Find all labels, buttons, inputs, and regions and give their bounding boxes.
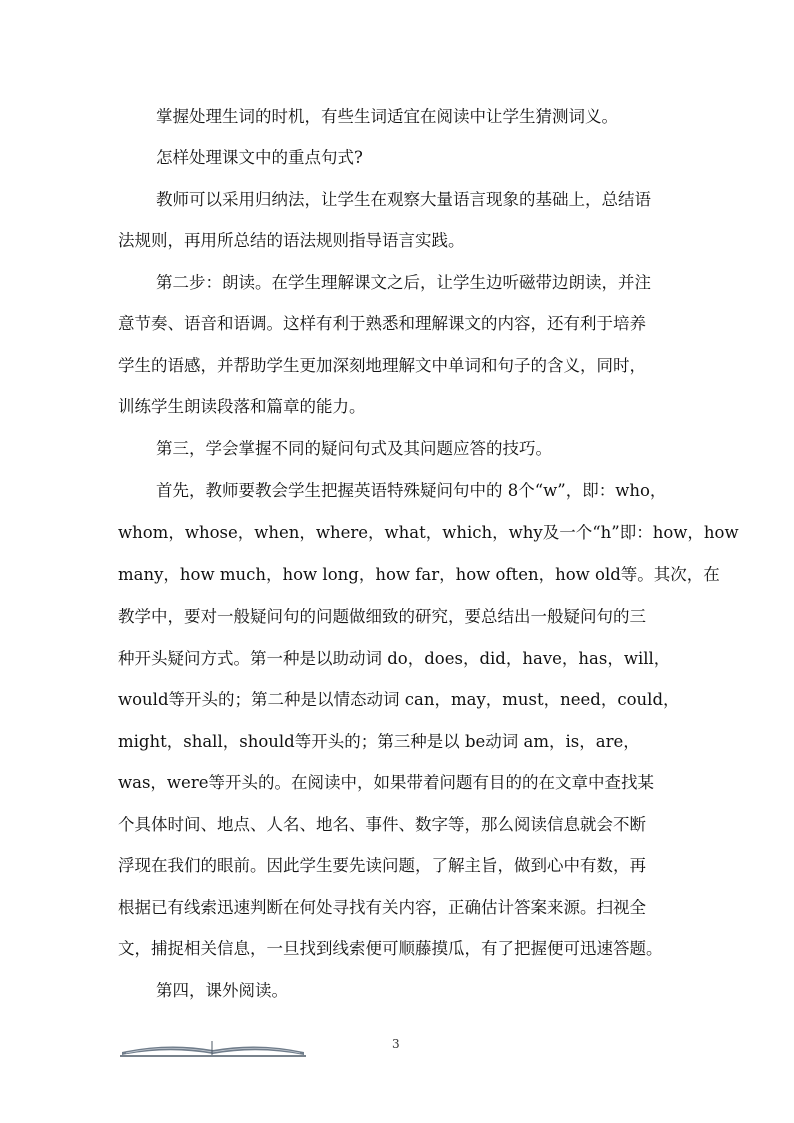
open-book-ornament bbox=[118, 1036, 308, 1058]
text-line: 第四，课外阅读。 bbox=[156, 981, 288, 1000]
text-line: 学生的语感，并帮助学生更加深刻地理解文中单词和句子的含义，同时， bbox=[118, 356, 646, 375]
text-line: 意节奏、语音和语调。这样有利于熟悉和理解课文的内容，还有利于培养 bbox=[118, 314, 646, 333]
text-line: 第二步：朗读。在学生理解课文之后，让学生边听磁带边朗读，并注 bbox=[156, 273, 651, 292]
text-line: 第三，学会掌握不同的疑问句式及其问题应答的技巧。 bbox=[156, 439, 552, 458]
text-line: 教师可以采用归纳法，让学生在观察大量语言现象的基础上，总结语 bbox=[156, 190, 651, 209]
text-line: 种开头疑问方式。第一种是以助动词 do，does，did，have，has，will， bbox=[118, 649, 671, 668]
text-line: 训练学生朗读段落和篇章的能力。 bbox=[118, 397, 366, 416]
text-line: 教学中，要对一般疑问句的问题做细致的研究，要总结出一般疑问句的三 bbox=[118, 607, 646, 626]
text-line: would等开头的；第二种是以情态动词 can，may，must，need，could， bbox=[118, 690, 680, 709]
text-line: many，how much，how long，how far，how often，how old等。其次，在 bbox=[118, 565, 720, 584]
text-line: 根据已有线索迅速判断在何处寻找有关内容，正确估计答案来源。扫视全 bbox=[118, 898, 646, 917]
text-line: 首先，教师要教会学生把握英语特殊疑问句中的 8个“w”，即：who， bbox=[156, 481, 667, 500]
text-line: 法规则，再用所总结的语法规则指导语言实践。 bbox=[118, 231, 465, 250]
text-line: might，shall，should等开头的；第三种是以 be动词 am，is，are， bbox=[118, 732, 640, 751]
text-line: 文，捕捉相关信息，一旦找到线索便可顺藤摸瓜，有了把握便可迅速答题。 bbox=[118, 939, 663, 958]
text-line: 怎样处理课文中的重点句式? bbox=[156, 148, 363, 167]
text-line: was，were等开头的。在阅读中，如果带着问题有目的的在文章中查找某 bbox=[118, 773, 654, 792]
text-line: whom，whose，when，where，what，which，why及一个“h”即：how，how bbox=[118, 523, 739, 542]
text-line: 掌握处理生词的时机，有些生词适宜在阅读中让学生猜测词义。 bbox=[156, 107, 618, 126]
text-line: 浮现在我们的眼前。因此学生要先读问题，了解主旨，做到心中有数，再 bbox=[118, 856, 646, 875]
page-number: 3 bbox=[392, 1037, 400, 1051]
text-line: 个具体时间、地点、人名、地名、事件、数字等，那么阅读信息就会不断 bbox=[118, 815, 646, 834]
